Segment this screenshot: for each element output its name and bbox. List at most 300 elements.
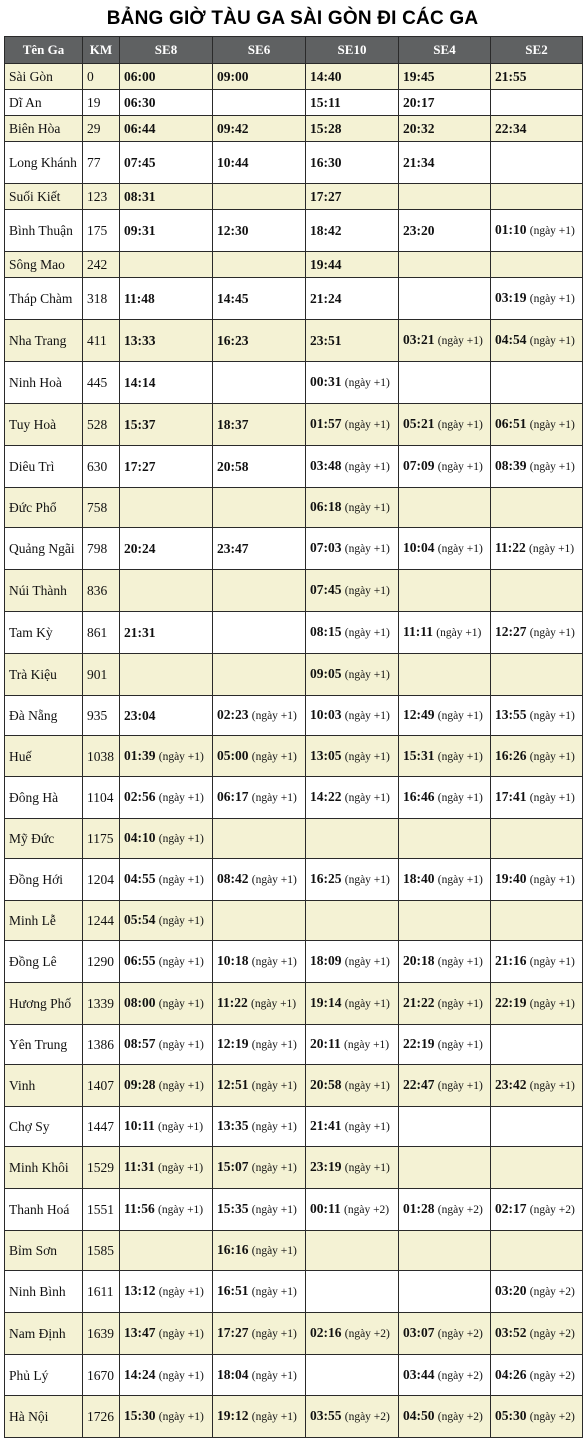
departure-time: 09:42	[217, 121, 249, 136]
departure-time-cell	[306, 570, 399, 612]
station-km: 1407	[83, 1065, 120, 1107]
departure-time-cell	[306, 1355, 399, 1396]
day-offset-note: (ngày +2)	[437, 1328, 483, 1340]
departure-time-cell	[399, 1396, 491, 1438]
departure-time-cell	[491, 184, 583, 210]
day-offset-note: (ngày +1)	[158, 915, 204, 927]
departure-time-cell	[491, 612, 583, 654]
departure-time-cell	[213, 488, 306, 528]
station-name: Đức Phổ	[5, 488, 83, 528]
departure-time-cell	[120, 859, 213, 901]
departure-time: 15:35	[217, 1201, 249, 1216]
day-offset-note: (ngày +1)	[158, 1080, 204, 1092]
departure-time-cell	[399, 116, 491, 142]
header-train-se4: SE4	[399, 37, 491, 64]
day-offset-note: (ngày +1)	[344, 1121, 390, 1133]
station-name: Tuy Hoà	[5, 404, 83, 446]
day-offset-note: (ngày +1)	[344, 710, 390, 722]
station-name: Ninh Hoà	[5, 362, 83, 404]
departure-time: 22:19	[403, 1036, 435, 1051]
station-name: Nha Trang	[5, 320, 83, 362]
departure-time: 14:40	[310, 69, 342, 84]
departure-time-cell	[213, 362, 306, 404]
departure-time-cell	[399, 142, 491, 184]
departure-time-cell	[399, 941, 491, 983]
departure-time: 09:28	[124, 1077, 156, 1092]
day-offset-note: (ngày +1)	[529, 1080, 575, 1092]
day-offset-note: (ngày +1)	[344, 874, 390, 886]
departure-time: 20:32	[403, 121, 435, 136]
station-name: Long Khánh	[5, 142, 83, 184]
departure-time-cell	[120, 64, 213, 90]
day-offset-note: (ngày +2)	[437, 1369, 483, 1382]
departure-time: 23:20	[403, 223, 435, 238]
table-row	[5, 528, 583, 570]
departure-time: 20:58	[310, 1077, 342, 1092]
station-name: Diêu Trì	[5, 446, 83, 488]
departure-time-cell	[213, 320, 306, 362]
table-row	[5, 64, 583, 90]
day-offset-note: (ngày +1)	[344, 1039, 390, 1051]
departure-time: 16:25	[310, 871, 342, 886]
departure-time: 21:22	[403, 995, 435, 1010]
station-km: 836	[83, 570, 120, 612]
day-offset-note: (ngày +1)	[437, 874, 483, 886]
departure-time: 09:00	[217, 69, 249, 84]
departure-time: 12:27	[495, 624, 527, 639]
day-offset-note: (ngày +1)	[158, 1369, 204, 1382]
day-offset-note: (ngày +1)	[529, 335, 575, 347]
day-offset-note: (ngày +1)	[158, 792, 204, 804]
departure-time: 06:17	[217, 789, 249, 804]
header-train-se8: SE8	[120, 37, 213, 64]
departure-time-cell	[306, 210, 399, 252]
departure-time: 16:46	[403, 789, 435, 804]
departure-time: 13:55	[495, 707, 527, 722]
day-offset-note: (ngày +1)	[437, 335, 483, 347]
day-offset-note: (ngày +1)	[251, 1286, 297, 1298]
station-name: Dĩ An	[5, 90, 83, 116]
station-name: Trà Kiệu	[5, 654, 83, 696]
day-offset-note: (ngày +1)	[437, 998, 483, 1010]
day-offset-note: (ngày +1)	[158, 1286, 204, 1298]
departure-time-cell	[491, 116, 583, 142]
station-km: 1175	[83, 819, 120, 859]
departure-time: 12:51	[217, 1077, 249, 1092]
departure-time-cell	[213, 1189, 306, 1231]
departure-time-cell	[491, 1313, 583, 1355]
station-name: Huế	[5, 736, 83, 777]
departure-time-cell	[306, 488, 399, 528]
departure-time-cell	[306, 1313, 399, 1355]
departure-time-cell	[120, 116, 213, 142]
departure-time-cell	[399, 1147, 491, 1189]
day-offset-note: (ngày +1)	[251, 998, 297, 1010]
day-offset-note: (ngày +1)	[158, 1204, 204, 1216]
departure-time-cell	[491, 570, 583, 612]
departure-time: 09:05	[310, 666, 342, 681]
departure-time-cell	[213, 819, 306, 859]
departure-time: 11:11	[403, 624, 434, 639]
station-name: Sài Gòn	[5, 64, 83, 90]
header-train-se2: SE2	[491, 37, 583, 64]
day-offset-note: (ngày +1)	[158, 1411, 204, 1423]
departure-time: 20:24	[124, 541, 156, 556]
day-offset-note: (ngày +1)	[251, 1411, 297, 1423]
header-train-se10: SE10	[306, 37, 399, 64]
departure-time-cell	[491, 362, 583, 404]
departure-time: 19:12	[217, 1408, 249, 1423]
departure-time: 19:40	[495, 871, 527, 886]
day-offset-note: (ngày +1)	[158, 998, 204, 1010]
departure-time-cell	[306, 901, 399, 941]
day-offset-note: (ngày +2)	[437, 1204, 483, 1216]
departure-time: 16:51	[217, 1283, 249, 1298]
departure-time: 03:48	[310, 458, 342, 473]
departure-time-cell	[213, 612, 306, 654]
departure-time-cell	[491, 1355, 583, 1396]
day-offset-note: (ngày +1)	[344, 585, 390, 597]
departure-time: 17:27	[217, 1325, 249, 1340]
station-km: 1551	[83, 1189, 120, 1231]
departure-time-cell	[213, 1107, 306, 1147]
departure-time-cell	[491, 488, 583, 528]
departure-time: 08:42	[217, 871, 249, 886]
departure-time: 04:55	[124, 871, 156, 886]
day-offset-note: (ngày +1)	[529, 792, 575, 804]
departure-time: 09:31	[124, 223, 156, 238]
departure-time: 10:44	[217, 155, 249, 170]
header-km: KM	[83, 37, 120, 64]
station-name: Đồng Lê	[5, 941, 83, 983]
day-offset-note: (ngày +1)	[344, 750, 390, 763]
departure-time-cell	[491, 142, 583, 184]
departure-time-cell	[213, 736, 306, 777]
station-km: 1447	[83, 1107, 120, 1147]
departure-time-cell	[213, 64, 306, 90]
station-km: 29	[83, 116, 120, 142]
departure-time-cell	[120, 278, 213, 320]
timetable	[4, 36, 583, 1438]
departure-time: 23:47	[217, 541, 249, 556]
table-row	[5, 1313, 583, 1355]
departure-time-cell	[213, 1396, 306, 1438]
departure-time-cell	[491, 278, 583, 320]
departure-time-cell	[491, 1107, 583, 1147]
departure-time-cell	[491, 64, 583, 90]
table-row	[5, 1271, 583, 1313]
day-offset-note: (ngày +1)	[344, 377, 390, 389]
station-km: 1244	[83, 901, 120, 941]
departure-time: 18:09	[310, 953, 342, 968]
departure-time-cell	[491, 819, 583, 859]
day-offset-note: (ngày +1)	[344, 956, 390, 968]
table-row	[5, 252, 583, 278]
departure-time-cell	[120, 1065, 213, 1107]
day-offset-note: (ngày +1)	[344, 998, 390, 1010]
departure-time-cell	[491, 404, 583, 446]
departure-time: 10:18	[217, 953, 249, 968]
departure-time-cell	[120, 1396, 213, 1438]
departure-time-cell	[491, 1147, 583, 1189]
departure-time-cell	[120, 819, 213, 859]
departure-time-cell	[491, 777, 583, 819]
departure-time-cell	[213, 252, 306, 278]
table-row	[5, 488, 583, 528]
departure-time-cell	[306, 252, 399, 278]
departure-time-cell	[306, 90, 399, 116]
departure-time: 03:52	[495, 1325, 527, 1340]
departure-time-cell	[491, 210, 583, 252]
departure-time-cell	[306, 941, 399, 983]
table-row	[5, 278, 583, 320]
departure-time-cell	[399, 278, 491, 320]
departure-time: 12:49	[403, 707, 435, 722]
departure-time-cell	[120, 528, 213, 570]
station-name: Nam Định	[5, 1313, 83, 1355]
departure-time-cell	[491, 446, 583, 488]
departure-time: 04:50	[403, 1408, 435, 1423]
departure-time: 23:19	[310, 1159, 342, 1174]
day-offset-note: (ngày +1)	[251, 710, 297, 722]
station-km: 798	[83, 528, 120, 570]
station-km: 1204	[83, 859, 120, 901]
station-km: 901	[83, 654, 120, 696]
departure-time: 06:18	[310, 499, 342, 514]
departure-time-cell	[213, 1147, 306, 1189]
day-offset-note: (ngày +1)	[344, 502, 390, 514]
departure-time: 16:30	[310, 155, 342, 170]
departure-time: 14:24	[124, 1366, 156, 1382]
station-name: Núi Thành	[5, 570, 83, 612]
departure-time: 01:39	[124, 747, 156, 763]
departure-time-cell	[306, 362, 399, 404]
day-offset-note: (ngày +1)	[437, 956, 483, 968]
day-offset-note: (ngày +1)	[251, 1162, 297, 1174]
day-offset-note: (ngày +1)	[437, 461, 483, 473]
station-name: Vinh	[5, 1065, 83, 1107]
station-name: Ninh Bình	[5, 1271, 83, 1313]
table-row	[5, 1189, 583, 1231]
departure-time-cell	[491, 983, 583, 1025]
departure-time: 00:31	[310, 374, 342, 389]
table-row	[5, 696, 583, 736]
table-row	[5, 901, 583, 941]
departure-time: 17:27	[124, 459, 156, 474]
departure-time: 14:22	[310, 789, 342, 804]
departure-time: 14:14	[124, 375, 156, 390]
departure-time-cell	[399, 1025, 491, 1065]
departure-time-cell	[120, 901, 213, 941]
departure-time: 17:41	[495, 789, 527, 804]
table-row	[5, 983, 583, 1025]
departure-time: 20:58	[217, 459, 249, 474]
departure-time: 07:09	[403, 458, 435, 473]
departure-time: 14:45	[217, 291, 249, 306]
departure-time: 06:00	[124, 69, 156, 84]
departure-time-cell	[306, 696, 399, 736]
departure-time-cell	[306, 1231, 399, 1271]
station-km: 630	[83, 446, 120, 488]
departure-time-cell	[399, 819, 491, 859]
departure-time: 23:04	[124, 708, 156, 723]
table-row	[5, 859, 583, 901]
departure-time: 07:03	[310, 540, 342, 555]
departure-time-cell	[213, 1313, 306, 1355]
departure-time-cell	[399, 859, 491, 901]
departure-time: 11:48	[124, 291, 155, 306]
departure-time: 11:22	[495, 540, 526, 555]
departure-time-cell	[491, 1271, 583, 1313]
departure-time-cell	[399, 1313, 491, 1355]
station-name: Quảng Ngãi	[5, 528, 83, 570]
station-km: 758	[83, 488, 120, 528]
day-offset-note: (ngày +1)	[529, 293, 575, 305]
departure-time: 05:00	[217, 747, 249, 763]
day-offset-note: (ngày +2)	[529, 1369, 575, 1382]
table-row	[5, 570, 583, 612]
station-km: 242	[83, 252, 120, 278]
departure-time: 03:07	[403, 1325, 435, 1340]
day-offset-note: (ngày +1)	[529, 956, 575, 968]
departure-time-cell	[120, 1147, 213, 1189]
day-offset-note: (ngày +1)	[158, 833, 204, 845]
departure-time: 03:55	[310, 1408, 342, 1423]
day-offset-note: (ngày +1)	[158, 874, 204, 886]
table-row	[5, 612, 583, 654]
departure-time: 21:34	[403, 155, 435, 170]
departure-time-cell	[491, 736, 583, 777]
departure-time-cell	[491, 528, 583, 570]
station-name: Tam Kỳ	[5, 612, 83, 654]
station-name: Chợ Sy	[5, 1107, 83, 1147]
departure-time-cell	[213, 184, 306, 210]
departure-time: 03:20	[495, 1283, 527, 1298]
day-offset-note: (ngày +1)	[344, 543, 390, 555]
departure-time-cell	[306, 64, 399, 90]
departure-time: 16:26	[495, 747, 527, 763]
departure-time-cell	[399, 736, 491, 777]
day-offset-note: (ngày +1)	[344, 419, 390, 431]
departure-time-cell	[491, 1025, 583, 1065]
departure-time: 21:55	[495, 69, 527, 84]
departure-time-cell	[120, 983, 213, 1025]
station-km: 1529	[83, 1147, 120, 1189]
departure-time-cell	[306, 859, 399, 901]
page-title: BẢNG GIỜ TÀU GA SÀI GÒN ĐI CÁC GA	[106, 8, 479, 29]
departure-time-cell	[491, 901, 583, 941]
departure-time-cell	[399, 404, 491, 446]
day-offset-note: (ngày +1)	[437, 750, 483, 763]
departure-time-cell	[120, 1231, 213, 1271]
table-row	[5, 90, 583, 116]
departure-time-cell	[120, 941, 213, 983]
departure-time: 08:15	[310, 624, 342, 639]
departure-time: 12:19	[217, 1036, 249, 1051]
header-train-se6: SE6	[213, 37, 306, 64]
day-offset-note: (ngày +1)	[529, 627, 575, 639]
day-offset-note: (ngày +1)	[251, 1080, 297, 1092]
departure-time: 06:55	[124, 953, 156, 968]
departure-time: 07:45	[310, 582, 342, 597]
departure-time-cell	[120, 252, 213, 278]
departure-time-cell	[399, 1189, 491, 1231]
departure-time-cell	[120, 488, 213, 528]
departure-time: 22:34	[495, 121, 527, 136]
day-offset-note: (ngày +1)	[344, 792, 390, 804]
departure-time-cell	[306, 446, 399, 488]
departure-time-cell	[213, 90, 306, 116]
station-name: Minh Lễ	[5, 901, 83, 941]
departure-time: 08:39	[495, 458, 527, 473]
departure-time: 22:47	[403, 1077, 435, 1092]
table-row	[5, 404, 583, 446]
departure-time: 02:16	[310, 1325, 342, 1340]
departure-time: 11:31	[124, 1159, 155, 1174]
departure-time: 16:16	[217, 1242, 249, 1257]
station-name: Minh Khôi	[5, 1147, 83, 1189]
day-offset-note: (ngày +1)	[251, 1369, 297, 1382]
table-row	[5, 116, 583, 142]
departure-time-cell	[213, 654, 306, 696]
departure-time-cell	[491, 1396, 583, 1438]
departure-time-cell	[306, 983, 399, 1025]
table-row	[5, 777, 583, 819]
departure-time-cell	[213, 210, 306, 252]
departure-time-cell	[306, 116, 399, 142]
day-offset-note: (ngày +1)	[251, 874, 297, 886]
table-row	[5, 819, 583, 859]
departure-time-cell	[491, 859, 583, 901]
day-offset-note: (ngày +2)	[344, 1328, 390, 1340]
station-km: 175	[83, 210, 120, 252]
departure-time: 01:28	[403, 1201, 435, 1216]
day-offset-note: (ngày +1)	[251, 750, 297, 763]
station-name: Đông Hà	[5, 777, 83, 819]
departure-time: 10:04	[403, 540, 435, 555]
departure-time-cell	[120, 90, 213, 116]
day-offset-note: (ngày +1)	[437, 710, 483, 722]
station-km: 935	[83, 696, 120, 736]
departure-time: 02:17	[495, 1201, 527, 1216]
station-name: Phủ Lý	[5, 1355, 83, 1396]
day-offset-note: (ngày +2)	[437, 1411, 483, 1423]
station-km: 445	[83, 362, 120, 404]
departure-time: 20:17	[403, 95, 435, 110]
day-offset-note: (ngày +1)	[436, 627, 482, 639]
table-row	[5, 1065, 583, 1107]
day-offset-note: (ngày +2)	[529, 1328, 575, 1340]
station-name: Biên Hòa	[5, 116, 83, 142]
departure-time-cell	[306, 1107, 399, 1147]
departure-time-cell	[120, 446, 213, 488]
station-name: Hà Nội	[5, 1396, 83, 1438]
departure-time-cell	[120, 404, 213, 446]
departure-time: 21:24	[310, 291, 342, 306]
departure-time: 10:11	[124, 1118, 155, 1133]
station-km: 1339	[83, 983, 120, 1025]
departure-time-cell	[213, 696, 306, 736]
departure-time: 06:51	[495, 416, 527, 431]
departure-time-cell	[491, 1231, 583, 1271]
station-km: 411	[83, 320, 120, 362]
departure-time: 15:28	[310, 121, 342, 136]
departure-time-cell	[306, 1189, 399, 1231]
departure-time-cell	[306, 320, 399, 362]
departure-time-cell	[120, 1271, 213, 1313]
station-km: 1386	[83, 1025, 120, 1065]
day-offset-note: (ngày +1)	[529, 225, 575, 237]
